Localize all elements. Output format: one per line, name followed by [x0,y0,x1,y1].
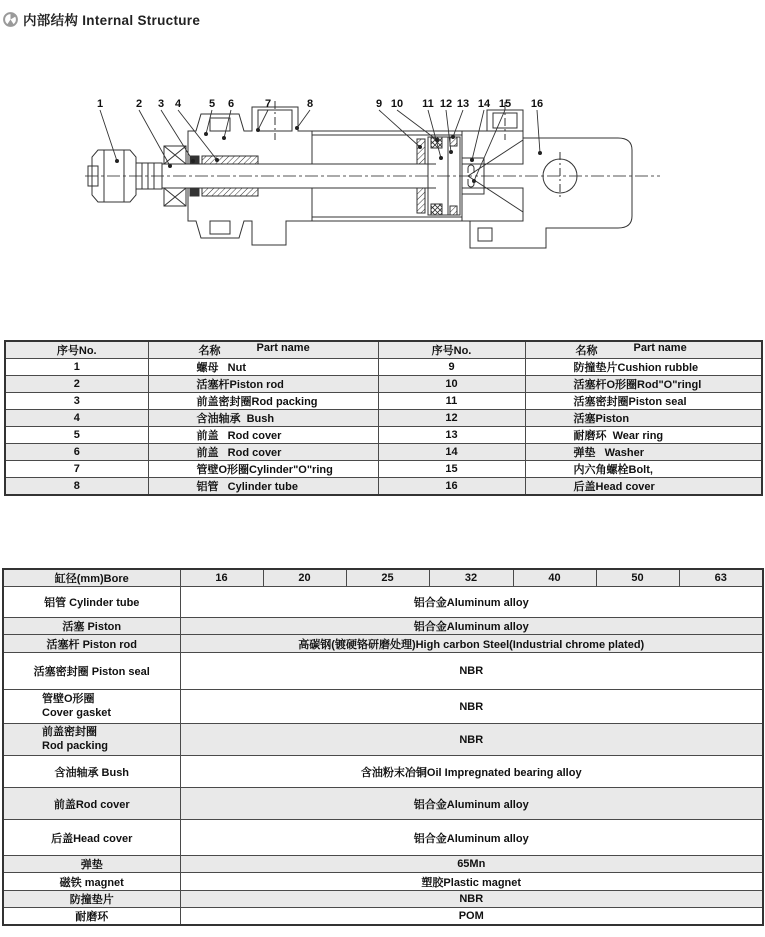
material-value: POM [180,908,763,926]
page-title: 内部结构 Internal Structure [23,13,201,28]
part-name: 管壁O形圈Cylinder"O"ring [148,461,378,478]
part-no: 7 [5,461,148,478]
material-part-label: 磁铁 magnet [3,873,180,891]
materials-table [2,568,764,926]
part-name: 防撞垫片Cushion rubble [525,359,762,376]
parts-header-name-left [148,341,378,359]
material-part-label: 活塞杆 Piston rod [3,635,180,653]
callout-12: 12 [439,98,453,110]
material-value: NBR [180,690,763,724]
part-name: 后盖Head cover [525,478,762,496]
materials-table-row [3,724,763,756]
callout-2: 2 [135,98,143,110]
part-no: 13 [378,427,525,444]
callout-7: 7 [264,98,272,110]
materials-table-row [3,690,763,724]
callout-4: 4 [174,98,182,110]
material-part-label: 铝管 Cylinder tube [3,587,180,618]
materials-table-row [3,788,763,820]
parts-table-row [5,393,762,410]
material-value: 含油粉末冶铜Oil Impregnated bearing alloy [180,756,763,788]
callout-3: 3 [157,98,165,110]
parts-table-row [5,376,762,393]
parts-header-no-left: 序号No. [5,341,148,359]
part-no: 4 [5,410,148,427]
part-no: 11 [378,393,525,410]
part-no: 6 [5,444,148,461]
callout-13: 13 [456,98,470,110]
part-no: 5 [5,427,148,444]
part-no: 14 [378,444,525,461]
parts-header-name-right [525,341,762,359]
part-name: 前盖密封圈Rod packing [148,393,378,410]
part-no: 8 [5,478,148,496]
part-name: 活塞Piston [525,410,762,427]
materials-table-row [3,635,763,653]
part-no: 15 [378,461,525,478]
materials-table-header-row [3,569,763,587]
part-name: 内六角螺栓Bolt, [525,461,762,478]
part-no: 2 [5,376,148,393]
material-part-label: 后盖Head cover [3,820,180,856]
bore-size-header: 25 [346,569,429,587]
material-value: 铝合金Aluminum alloy [180,788,763,820]
part-name: 前盖 Rod cover [148,444,378,461]
callout-14: 14 [477,98,491,110]
parts-table-header-row [5,341,762,359]
material-part-label: 前盖Rod cover [3,788,180,820]
materials-table-row [3,891,763,908]
parts-table-row [5,359,762,376]
material-value: NBR [180,891,763,908]
parts-header-name-en: Part name [633,342,687,354]
material-part-label: 弹垫 [3,856,180,873]
materials-table-row [3,873,763,891]
callout-16: 16 [530,98,544,110]
part-name: 活塞杆O形圈Rod"O"ringl [525,376,762,393]
parts-table-row [5,444,762,461]
material-part-label: 管壁O形圈 Cover gasket [3,690,180,724]
parts-table-row [5,478,762,496]
part-no: 1 [5,359,148,376]
part-no: 9 [378,359,525,376]
bore-size-header: 63 [679,569,763,587]
material-value: 铝合金Aluminum alloy [180,587,763,618]
callout-10: 10 [390,98,404,110]
callout-15: 15 [498,98,512,110]
materials-table-row [3,908,763,926]
parts-table-row [5,461,762,478]
materials-table-row [3,618,763,635]
part-name: 前盖 Rod cover [148,427,378,444]
part-name: 活塞杆Piston rod [148,376,378,393]
materials-table-row [3,587,763,618]
part-name: 活塞密封圈Piston seal [525,393,762,410]
material-part-label: 耐磨环 [3,908,180,926]
bore-size-header: 50 [596,569,679,587]
part-name: 螺母 Nut [148,359,378,376]
bore-size-header: 32 [429,569,513,587]
material-part-label: 含油轴承 Bush [3,756,180,788]
material-value: 铝合金Aluminum alloy [180,618,763,635]
bore-header-label: 缸径(mm)Bore [3,569,180,587]
callout-numbers [97,98,543,110]
materials-table-row [3,756,763,788]
material-value: NBR [180,653,763,690]
callout-1: 1 [96,98,104,110]
material-part-label: 防撞垫片 [3,891,180,908]
materials-table-row [3,653,763,690]
material-part-label: 活塞密封圈 Piston seal [3,653,180,690]
part-no: 3 [5,393,148,410]
parts-table-row [5,410,762,427]
material-part-label: 前盖密封圈 Rod packing [3,724,180,756]
materials-table-row [3,856,763,873]
parts-header-name-zh: 名称 [198,345,221,357]
cylinder-cross-section-diagram [0,88,765,288]
part-no: 12 [378,410,525,427]
callout-5: 5 [208,98,216,110]
material-value: 塑胶Plastic magnet [180,873,763,891]
materials-table-row [3,820,763,856]
part-no: 10 [378,376,525,393]
part-name: 弹垫 Washer [525,444,762,461]
callout-6: 6 [227,98,235,110]
material-value: 高碳钢(镀硬铬研磨处理)High carbon Steel(Industrial chrome plated) [180,635,763,653]
material-part-label: 活塞 Piston [3,618,180,635]
parts-table [4,340,763,496]
bore-size-header: 40 [513,569,596,587]
callout-8: 8 [306,98,314,110]
section-marker-icon [2,11,19,28]
part-no: 16 [378,478,525,496]
parts-header-name-zh: 名称 [575,345,598,357]
part-name: 铝管 Cylinder tube [148,478,378,496]
material-value: 铝合金Aluminum alloy [180,820,763,856]
material-value: NBR [180,724,763,756]
callout-11: 11 [422,98,434,110]
part-name: 含油轴承 Bush [148,410,378,427]
bore-size-header: 16 [180,569,263,587]
section-header [2,9,200,29]
part-name: 耐磨环 Wear ring [525,427,762,444]
callout-9: 9 [375,98,383,110]
material-value: 65Mn [180,856,763,873]
parts-header-no-right: 序号No. [378,341,525,359]
bore-size-header: 20 [263,569,346,587]
parts-table-row [5,427,762,444]
parts-header-name-en: Part name [256,342,310,354]
